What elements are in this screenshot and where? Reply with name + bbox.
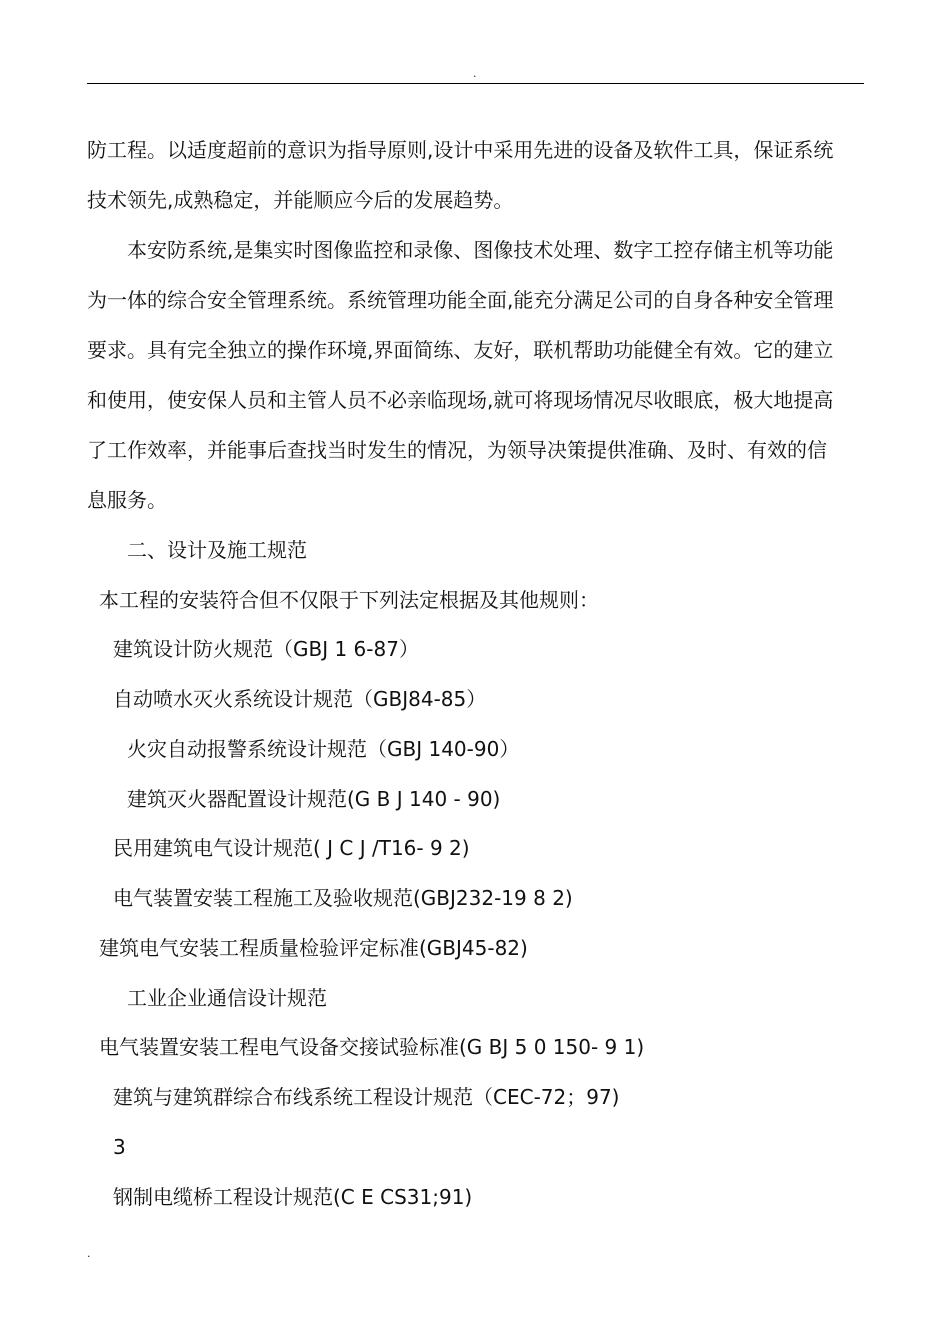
standard-item: 电气装置安装工程施工及验收规范(GBJ232-19 8 2): [113, 886, 573, 910]
section-heading: 二、设计及施工规范: [127, 538, 307, 562]
body-line: 本安防系统,是集实时图像监控和录像、图像技术处理、数字工控存储主机等功能: [127, 238, 834, 262]
standard-item: 建筑与建筑群综合布线系统工程设计规范（CEC-72；97): [113, 1085, 620, 1109]
body-line: 本工程的安装符合但不仅限于下列法定根据及其他规则：: [99, 588, 599, 612]
standard-item: 3: [113, 1135, 126, 1159]
standard-item: 建筑电气安装工程质量检验评定标准(GBJ45-82): [99, 936, 528, 960]
body-line: 为一体的综合安全管理系统。系统管理功能全面,能充分满足公司的自身各种安全管理: [87, 288, 834, 312]
body-line: 和使用，使安保人员和主管人员不必亲临现场,就可将现场情况尽收眼底，极大地提高: [87, 388, 834, 412]
body-line: 息服务。: [87, 488, 167, 512]
body-line: 防工程。以适度超前的意识为指导原则,设计中采用先进的设备及软件工具，保证系统: [87, 138, 834, 162]
standard-item: 自动喷水灭火系统设计规范（GBJ84-85）: [113, 687, 487, 711]
body-line: 要求。具有完全独立的操作环境,界面简练、友好，联机帮助功能健全有效。它的建立: [87, 338, 834, 362]
header-rule: [87, 83, 864, 84]
standard-item: 电气装置安装工程电气设备交接试验标准(G BJ 5 0 150- 9 1): [99, 1035, 645, 1059]
standard-item: 建筑灭火器配置设计规范(G B J 140 - 90): [127, 787, 501, 811]
standard-item: 火灾自动报警系统设计规范（GBJ 140-90）: [127, 737, 520, 761]
header-mark: .: [473, 67, 477, 80]
standard-item: 建筑设计防火规范（GBJ 1 6-87）: [113, 637, 419, 661]
standard-item: 民用建筑电气设计规范( J C J /T16- 9 2): [113, 836, 470, 860]
standard-item: 钢制电缆桥工程设计规范(C E CS31;91): [113, 1185, 473, 1209]
footer-mark: .: [87, 1247, 91, 1260]
standard-item: 工业企业通信设计规范: [127, 986, 327, 1010]
body-line: 了工作效率，并能事后查找当时发生的情况，为领导决策提供准确、及时、有效的信: [87, 438, 827, 462]
body-line: 技术领先,成熟稳定，并能顺应今后的发展趋势。: [87, 188, 514, 212]
